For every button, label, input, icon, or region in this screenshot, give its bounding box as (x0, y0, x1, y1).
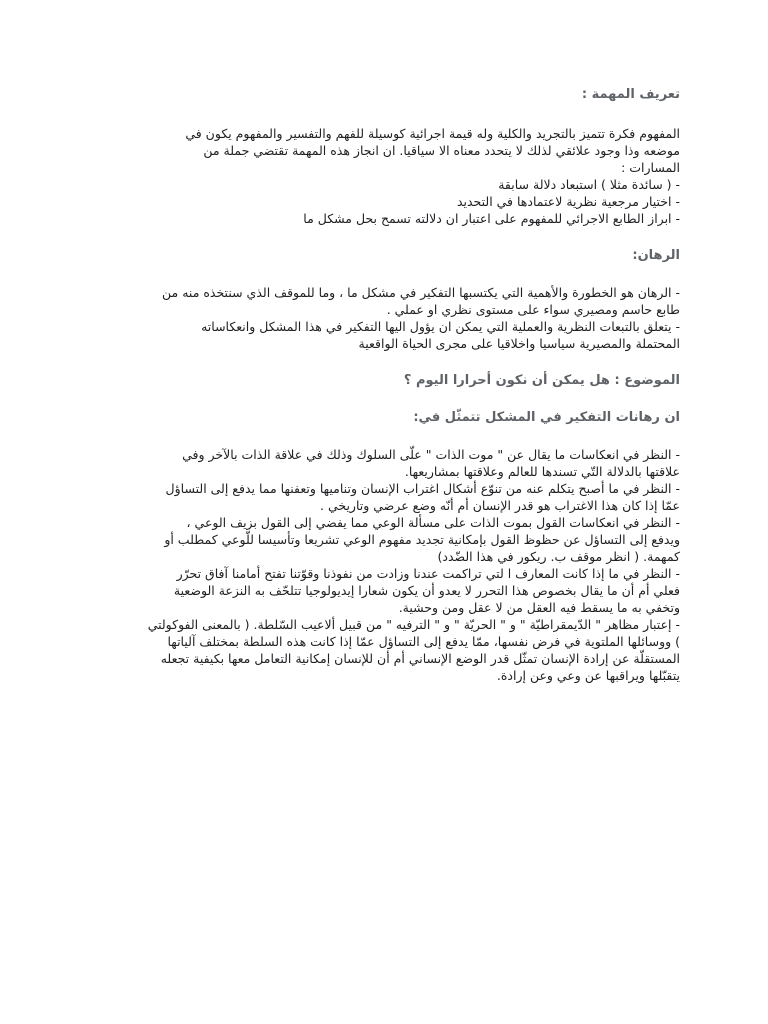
text-line: طابع حاسم ومصيري سواء على مستوى نظري او عملي . (386, 302, 680, 317)
list-item: - يتعلق بالتبعات النظرية والعملية التي يمكن ان يؤول اليها التفكير في هذا المشكل وانعكاساته (201, 319, 680, 334)
stakes-paragraph (88, 284, 680, 352)
text-line: المحتملة والمصيرية سياسيا واخلاقيا على مجرى الحياة الواقعية (358, 336, 680, 351)
list-item: - النظر في انعكاسات ما يقال عن " موت الذات " علّى السلوك وذلك في علاقة الذات بالآخر وفي (182, 447, 680, 462)
text-line: موضعه وذا وجود علائقي لذلك لا يتحدد معناه الا سياقيا. ان انجاز هذه المهمة تقتضي جملة من (203, 143, 680, 158)
text-line: كمهمة. ( انظر موقف ب. ريكور في هذا الضّدد) (437, 549, 680, 564)
problem-stakes-paragraph (88, 446, 680, 684)
list-item: - إعتبار مظاهر " الدّيمقراطيّة " و " الحريّة " و " الترفيه " من قبيل ألاعيب السّلطة. ( بالمعنى الفوكولتي (147, 617, 680, 632)
text-line: علاقتها بالدلالة التّي تسندها للعالم وعلاقتها بمشاريعها. (404, 464, 680, 479)
document-page (88, 86, 680, 684)
text-line: ويدفع إلى التساؤل عن حظوظ القول بإمكانية تجديد مفهوم الوعي تشريعا وتأسيسا للّوعي كمطلب أو (164, 532, 680, 547)
list-item: - ( سائدة مثلا ) استبعاد دلالة سابقة (498, 177, 680, 192)
text-line: وتخفي به ما يسقط فيه العقل من لا عقل ومن وحشية. (398, 600, 680, 615)
task-definition-paragraph (88, 125, 680, 227)
section-heading-task-definition: تعريف المهمة : (581, 87, 680, 102)
text-line: المسارات : (621, 160, 680, 175)
text-line: المستقلّة عن إرادة الإنسان تمثّل قدر الوضع الإنساني أم أن للإنسان إمكانية التعامل معها بكيفية تجعله (160, 651, 680, 666)
list-item: - النظر في انعكاسات القول بموت الذات على مسألة الوعي مما يفضي إلى القول بزيف الوعي ، (186, 515, 680, 530)
text-line: ) ووسائلها الملتوية في فرض نفسها، ممّا يدفع إلى التساؤل عمّا إذا كانت هذه السلطة بمختلف آلياتها (167, 634, 680, 649)
list-item: - ابراز الطابع الاجرائي للمفهوم على اعتبار ان دلالته تسمح بحل مشكل ما (303, 211, 680, 226)
section-heading-problem-stakes: ان رهانات التفكير في المشكل تتمثّل في: (413, 410, 680, 425)
text-line: المفهوم فكرة تتميز بالتجريد والكلية وله قيمة اجرائية كوسيلة للفهم والتفسير والمفهوم يكون في (185, 126, 680, 141)
list-item: - الرهان هو الخطورة والأهمية التي يكتسبها التفكير في مشكل ما ، وما للموقف الذي سنتخذه منه من (162, 285, 680, 300)
list-item: - النظر في ما إذا كانت المعارف ا لتي تراكمت عندنا وزادت من نفوذنا وقوّتنا تفتح أمامنا آفاق تحرّر (176, 566, 680, 581)
section-heading-topic: الموضوع : هل يمكن أن نكون أحرارا اليوم ؟ (403, 373, 680, 388)
text-line: يتقبّلها ويراقبها عن وعي وعن إرادة. (496, 668, 680, 683)
text-line: فعلي أم أن ما يقال بخصوص هذا التحرر لا يعدو أن يكون شعارا إيديولوجيا تتلحّف به النزعة الوضعية (173, 583, 680, 598)
list-item: - النظر في ما أصبح يتكلم عنه من تنوّع أشكال اغتراب الإنسان وتناميها وتعفنها مما يدفع إلى التساؤل (165, 481, 680, 496)
text-line: عمّا إذا كان هذا الاغتراب هو قدر الإنسان أم أنّه وضع عرضي وتاريخي . (320, 498, 680, 513)
section-heading-stakes: الرهان: (632, 248, 680, 263)
list-item: - اختيار مرجعية نظرية لاعتمادها في التحديد (456, 194, 680, 209)
